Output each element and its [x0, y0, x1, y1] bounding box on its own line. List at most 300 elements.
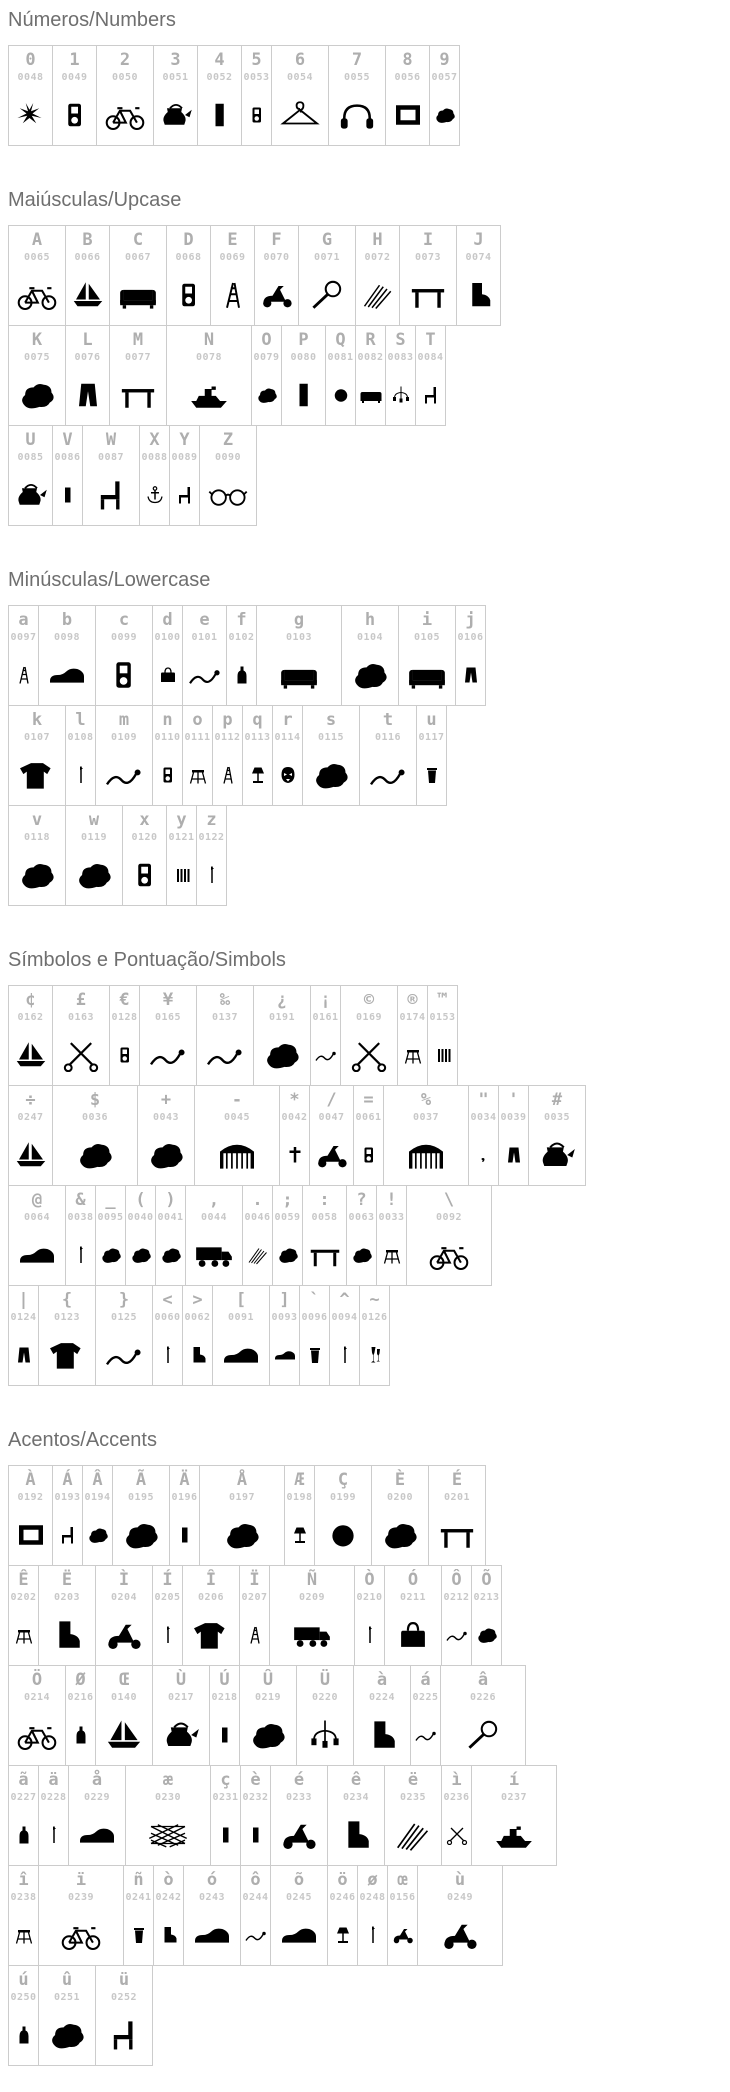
glyph-cell — [8, 1465, 53, 1566]
glyph-char: ] — [279, 1290, 290, 1310]
bicycle-icon — [9, 265, 65, 325]
glyph-char: U — [25, 430, 36, 450]
glyph-char: D — [183, 230, 194, 250]
vacuum-cleaner-icon — [472, 1605, 501, 1665]
toddler-icon — [83, 1505, 112, 1565]
swivel-stool-icon — [183, 745, 212, 805]
glyph-cell — [441, 1565, 472, 1666]
bottle-icon — [66, 1705, 95, 1765]
lounge-chair-icon — [83, 465, 139, 525]
glyph-row — [8, 425, 722, 526]
glyph-cell — [239, 1565, 270, 1666]
glyph-char: Ï — [249, 1570, 260, 1590]
mountain-bike-icon — [407, 1225, 491, 1285]
glyph-char: ë — [407, 1770, 419, 1790]
glyph-char: 6 — [294, 50, 306, 70]
glyph-grid — [8, 225, 722, 526]
glyph-cell — [68, 1765, 126, 1866]
glyph-cell — [455, 605, 486, 706]
carafe-icon — [227, 645, 256, 705]
hiking-boot-icon — [328, 1805, 384, 1865]
oil-lamp-icon — [9, 465, 52, 525]
glyph-code: 0250 — [10, 1991, 37, 2003]
glyph-char: t — [382, 710, 394, 730]
glyph-cell — [271, 45, 329, 146]
glyph-char: r — [282, 710, 293, 730]
glyph-cell — [52, 1085, 138, 1186]
glyph-cell — [182, 705, 213, 806]
motor-scooter-icon — [310, 1125, 353, 1185]
glyph-char: é — [293, 1770, 305, 1790]
knife-icon — [330, 1325, 359, 1385]
glyph-char: Œ — [118, 1670, 130, 1690]
glyph-cell — [95, 1665, 153, 1766]
glyph-code: 0194 — [84, 1491, 111, 1503]
glyph-char: X — [149, 430, 160, 450]
cannabis-leaf-icon — [9, 85, 52, 145]
glyph-cell — [385, 325, 416, 426]
nail-clippers-icon — [53, 1025, 109, 1085]
glyph-code: 0218 — [211, 1691, 238, 1703]
glyph-cell — [95, 1965, 153, 2066]
glyph-char: ÷ — [25, 1090, 36, 1110]
glyph-char: y — [176, 810, 187, 830]
garden-bench-icon — [110, 265, 166, 325]
glyph-char: à — [376, 1670, 388, 1690]
table-lamp-icon — [328, 1905, 357, 1965]
glyph-char: # — [551, 1090, 563, 1110]
wellington-boot-icon — [39, 1605, 95, 1665]
glyph-char: N — [203, 330, 215, 350]
section-title: Números/Numbers — [8, 9, 176, 31]
glyph-code: 0192 — [17, 1491, 44, 1503]
glyph-cell — [109, 325, 167, 426]
glyph-code: 0052 — [206, 71, 233, 83]
section-title: Minúsculas/Lowercase — [8, 569, 211, 591]
glyph-code: 0119 — [80, 831, 108, 843]
glyph-cell — [38, 1565, 96, 1666]
glyph-code: 0078 — [195, 351, 223, 363]
glyph-cell — [112, 1465, 170, 1566]
glyph-code: 0077 — [124, 351, 152, 363]
glyph-char: E — [227, 230, 238, 250]
glyph-char: T — [425, 330, 436, 350]
glyph-cell — [8, 1665, 66, 1766]
glyph-code: 0213 — [473, 1591, 500, 1603]
weathervane-icon — [197, 845, 226, 905]
glyph-char: 2 — [119, 50, 131, 70]
glyph-code: 0204 — [110, 1591, 138, 1603]
glyph-char: ~ — [369, 1290, 380, 1310]
rattle-icon — [156, 1225, 185, 1285]
glyph-cell — [212, 705, 243, 806]
glyph-code: 0044 — [200, 1211, 228, 1223]
ornate-gate-icon — [195, 1125, 279, 1185]
glyph-char: * — [289, 1090, 300, 1110]
glyph-cell — [240, 1765, 271, 1866]
glyph-cell — [139, 985, 197, 1086]
scissors-icon — [341, 1025, 397, 1085]
skipping-rope-icon — [411, 1705, 440, 1765]
anchor-icon — [140, 465, 169, 525]
sofa-icon — [257, 645, 341, 705]
glyph-code: 0116 — [374, 731, 402, 743]
glyph-char: ¢ — [25, 990, 36, 1010]
glyph-code: 0232 — [242, 1791, 269, 1803]
glyph-code: 0058 — [311, 1211, 338, 1223]
glyph-char: ì — [451, 1770, 462, 1790]
glyph-cell — [152, 605, 183, 706]
glyph-row — [8, 805, 722, 906]
glyph-char: œ — [397, 1870, 408, 1890]
glyph-char: ã — [18, 1770, 29, 1790]
glyph-cell — [309, 1085, 354, 1186]
glyph-char: w — [88, 810, 100, 830]
glyph-cell — [166, 805, 197, 906]
glyph-code: 0053 — [243, 71, 270, 83]
floor-lamp-icon — [285, 1505, 314, 1565]
glyph-row — [8, 1565, 722, 1666]
baby-bootie-icon — [183, 1325, 212, 1385]
glyph-code: 0086 — [54, 451, 81, 463]
shoulder-bag-icon — [385, 1605, 441, 1665]
glyph-code: 0092 — [435, 1211, 463, 1223]
glyph-cell — [355, 225, 400, 326]
garden-hose-icon — [441, 1705, 525, 1765]
glyph-char: % — [420, 1090, 432, 1110]
glyph-char: @ — [31, 1190, 43, 1210]
glyph-cell — [346, 1185, 377, 1286]
glyph-cell — [302, 705, 360, 806]
glyph-row — [8, 1665, 722, 1766]
glyph-cell — [314, 1465, 372, 1566]
glyph-char: á — [420, 1670, 431, 1690]
glyph-cell — [242, 1185, 273, 1286]
tandem-bicycle-icon — [39, 1905, 123, 1965]
glyph-code: 0202 — [10, 1591, 37, 1603]
glyph-cell — [52, 985, 110, 1086]
glyph-row — [8, 1765, 722, 1866]
glyph-char: £ — [75, 990, 87, 1010]
glyph-code: 0035 — [543, 1111, 571, 1123]
glyph-char: u — [426, 710, 437, 730]
lighter-icon — [110, 1025, 139, 1085]
glyph-cell — [468, 1085, 499, 1186]
earbuds-icon — [96, 745, 152, 805]
glyph-char: ? — [356, 1190, 367, 1210]
glyph-char: ¥ — [162, 990, 174, 1010]
glyph-code: 0124 — [10, 1311, 37, 1323]
glyph-cell — [139, 425, 170, 526]
earphone-cable-icon — [197, 1025, 253, 1085]
pedestal-table-icon — [377, 1225, 406, 1285]
glyph-char: p — [222, 710, 233, 730]
glyph-cell — [355, 325, 386, 426]
sailboat-icon — [66, 265, 109, 325]
glyph-grid — [8, 45, 722, 146]
submachine-gun-icon — [138, 1125, 194, 1185]
glyph-code: 0233 — [285, 1791, 313, 1803]
glyph-code: 0075 — [23, 351, 51, 363]
glyph-cell — [137, 1085, 195, 1186]
glyph-row — [8, 1465, 722, 1566]
glyph-char: û — [61, 1970, 73, 1990]
glyph-char: ñ — [133, 1870, 144, 1890]
glyph-char: Á — [62, 1470, 73, 1490]
glyph-cell — [95, 1185, 126, 1286]
trash-bin-icon — [300, 1325, 329, 1385]
glyph-cell — [212, 1285, 270, 1386]
glyph-code: 0243 — [198, 1891, 226, 1903]
rubber-boot-icon — [457, 265, 500, 325]
glyph-code: 0106 — [457, 631, 484, 643]
glyph-cell — [471, 1565, 502, 1666]
bullets-icon — [428, 1025, 457, 1085]
fishing-rod-icon — [358, 1905, 387, 1965]
glyph-char: Ã — [135, 1470, 147, 1490]
bell-lamp-icon — [243, 745, 272, 805]
glyph-char: ä — [48, 1770, 59, 1790]
glyph-cell — [65, 325, 110, 426]
glyph-char: K — [31, 330, 43, 350]
glyph-char: G — [321, 230, 333, 250]
wheelbarrow-icon — [39, 2005, 95, 2065]
glyph-char: í — [508, 1770, 520, 1790]
glyph-code: 0072 — [364, 251, 391, 263]
arrow-icon — [66, 745, 95, 805]
glyph-char: = — [363, 1090, 374, 1110]
glyph-cell — [210, 225, 255, 326]
glyph-row — [8, 325, 722, 426]
glyph-char: z — [206, 810, 217, 830]
glyph-code: 0251 — [53, 1991, 81, 2003]
glyph-code: 0193 — [54, 1491, 81, 1503]
glyph-cell — [196, 805, 227, 906]
glyph-code: 0045 — [223, 1111, 251, 1123]
glyph-char: } — [118, 1290, 130, 1310]
glyph-cell — [498, 1085, 529, 1186]
glyph-code: 0040 — [127, 1211, 154, 1223]
glyph-code: 0220 — [311, 1691, 339, 1703]
glyph-char: / — [326, 1090, 337, 1110]
glyph-char: æ — [162, 1770, 174, 1790]
glyph-code: 0248 — [359, 1891, 386, 1903]
glyph-grid — [8, 985, 722, 1386]
glyph-cell — [8, 1765, 39, 1866]
glyph-row — [8, 225, 722, 326]
glyph-cell — [270, 1865, 328, 1966]
glyph-cell — [256, 605, 342, 706]
glyph-cell — [329, 1285, 360, 1386]
glyph-code: 0091 — [227, 1311, 255, 1323]
glyph-cell — [125, 1185, 156, 1286]
glyph-char: ô — [250, 1870, 261, 1890]
glyph-code: 0121 — [168, 831, 195, 843]
glyph-code: 0101 — [191, 631, 218, 643]
glyph-cell — [269, 1565, 355, 1666]
glyph-code: 0249 — [446, 1891, 474, 1903]
hair-dryer-icon — [342, 645, 398, 705]
glyph-code: 0226 — [469, 1691, 497, 1703]
glyph-char: Î — [205, 1570, 217, 1590]
wine-bottles-icon — [9, 2005, 38, 2065]
glyph-cell — [327, 1865, 358, 1966]
glyph-cell — [284, 1465, 315, 1566]
glyph-char: ù — [454, 1870, 466, 1890]
briefs-icon — [66, 365, 109, 425]
glyph-code: 0097 — [10, 631, 37, 643]
glyph-code: 0244 — [242, 1891, 269, 1903]
chair-icon — [53, 1505, 82, 1565]
glyph-cell — [397, 985, 428, 1086]
glyph-char: Ö — [31, 1670, 43, 1690]
semi-truck-icon — [270, 1605, 354, 1665]
glyph-char: ! — [386, 1190, 397, 1210]
glyph-code: 0076 — [74, 351, 101, 363]
sailboat-icon — [9, 1125, 52, 1185]
chandelier-icon — [386, 365, 415, 425]
glyph-char: [ — [235, 1290, 247, 1310]
picture-frame-icon — [386, 85, 429, 145]
glyph-cell — [65, 225, 110, 326]
glyph-cell — [299, 1285, 330, 1386]
glyph-cell — [415, 325, 446, 426]
glyph-code: 0169 — [355, 1011, 383, 1023]
glyph-code: 0200 — [386, 1491, 414, 1503]
glyph-row — [8, 605, 722, 706]
glyph-code: 0236 — [443, 1791, 470, 1803]
stethoscope-icon — [360, 745, 416, 805]
glyph-cell — [456, 225, 501, 326]
sailboat-icon — [96, 1705, 152, 1765]
glyph-char: Å — [236, 1470, 248, 1490]
glyph-char: Ú — [219, 1670, 230, 1690]
glyph-grid — [8, 605, 722, 906]
glyph-code: 0120 — [131, 831, 158, 843]
traffic-light-icon — [210, 1705, 239, 1765]
glyph-row — [8, 1965, 722, 2066]
glyph-code: 0107 — [23, 731, 51, 743]
glyph-char: f — [236, 610, 247, 630]
glyph-row — [8, 705, 722, 806]
glyph-cell — [272, 1185, 303, 1286]
glyph-row — [8, 1285, 722, 1386]
glyph-cell — [354, 1565, 385, 1666]
glyph-cell — [199, 425, 257, 526]
glyph-char: _ — [105, 1190, 116, 1210]
glyph-char: O — [261, 330, 272, 350]
double-gate-icon — [384, 1125, 468, 1185]
champagne-flutes-icon — [360, 1325, 389, 1385]
glyph-cell — [296, 1665, 354, 1766]
wallet-icon — [252, 365, 281, 425]
glyph-cell — [183, 1865, 241, 1966]
glyph-char: Â — [92, 1470, 103, 1490]
glyph-code: 0036 — [81, 1111, 109, 1123]
glyph-row — [8, 45, 722, 146]
glyph-code: 0069 — [219, 251, 246, 263]
glyph-char: { — [61, 1290, 73, 1310]
glyph-char: Ê — [18, 1570, 29, 1590]
glyph-code: 0057 — [431, 71, 458, 83]
glyph-cell — [239, 1665, 297, 1766]
glyph-cell — [242, 705, 273, 806]
boom-stand-icon — [355, 1605, 384, 1665]
glyph-char: e — [199, 610, 210, 630]
glyph-code: 0042 — [281, 1111, 308, 1123]
whisk-icon — [243, 1225, 272, 1285]
glyph-cell — [153, 1865, 184, 1966]
smoking-pipe-icon — [241, 1905, 270, 1965]
wooden-chair-icon — [416, 365, 445, 425]
glyph-code: 0055 — [343, 71, 371, 83]
glyph-code: 0245 — [285, 1891, 313, 1903]
watering-can-icon — [154, 85, 197, 145]
glyph-char: å — [91, 1770, 103, 1790]
glyph-cell — [416, 705, 447, 806]
glyph-char: ® — [407, 990, 418, 1010]
glyph-code: 0114 — [274, 731, 301, 743]
mobile-phone-icon — [153, 745, 182, 805]
glyph-cell — [52, 1465, 83, 1566]
glyph-code: 0125 — [110, 1311, 138, 1323]
glyph-code: 0083 — [387, 351, 414, 363]
armchair-icon — [399, 645, 455, 705]
tea-kettle-icon — [529, 1125, 585, 1185]
glyph-code: 0203 — [53, 1591, 81, 1603]
glyph-code: 0037 — [412, 1111, 440, 1123]
glyph-cell — [8, 985, 53, 1086]
glyph-char: n — [162, 710, 173, 730]
glyph-char: ï — [75, 1870, 87, 1890]
glyph-code: 0054 — [286, 71, 314, 83]
glyph-cell — [327, 1765, 385, 1866]
glyph-code: 0126 — [361, 1311, 388, 1323]
glyph-code: 0090 — [214, 451, 242, 463]
bikini-icon — [456, 645, 485, 705]
dart-icon — [153, 1325, 182, 1385]
glyph-char: ; — [282, 1190, 293, 1210]
glyph-char: ç — [220, 1770, 231, 1790]
glyph-code: 0153 — [429, 1011, 456, 1023]
surgical-forceps-icon — [442, 1805, 471, 1865]
glyph-code: 0228 — [40, 1791, 67, 1803]
sweater-icon — [9, 745, 65, 805]
glyph-cell — [8, 1085, 53, 1186]
glyph-code: 0235 — [399, 1791, 427, 1803]
glyph-code: 0065 — [23, 251, 51, 263]
crucifix-icon — [280, 1125, 309, 1185]
glyph-cell — [8, 425, 53, 526]
water-bird-icon — [200, 1505, 284, 1565]
sewing-machine-icon — [9, 845, 65, 905]
fire-extinguisher-icon — [9, 1805, 38, 1865]
ice-skate-icon — [184, 1905, 240, 1965]
glyph-code: 0123 — [53, 1311, 81, 1323]
glyph-code: 0237 — [500, 1791, 528, 1803]
glyph-cell — [298, 225, 356, 326]
glyph-code: 0156 — [389, 1891, 416, 1903]
dress-shoe-icon — [69, 1805, 125, 1865]
motor-scooter-icon — [255, 265, 298, 325]
glyph-cell — [384, 1565, 442, 1666]
glyph-cell — [65, 1185, 96, 1286]
glyph-code: 0110 — [154, 731, 181, 743]
glyph-cell — [302, 1185, 347, 1286]
oven-mitt-icon — [96, 1225, 125, 1285]
string-trimmer-icon — [442, 1605, 471, 1665]
glyph-cell — [166, 325, 252, 426]
